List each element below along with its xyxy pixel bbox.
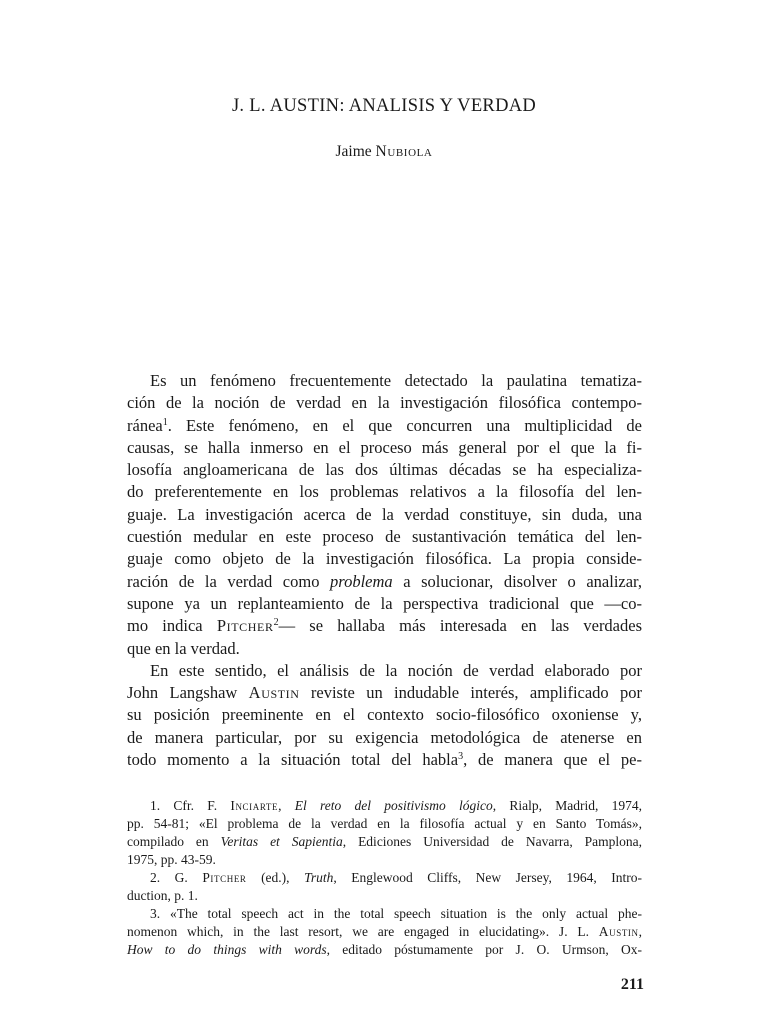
footnotes — [127, 797, 642, 959]
author-reference: Pitcher — [202, 870, 247, 885]
author-last-name: Nubiola — [375, 143, 433, 160]
text-fragment: , Ediciones Universidad de Navarra, Pamplona, — [342, 834, 643, 849]
text-fragment: , de manera que el pe- — [463, 750, 642, 770]
footnote-line — [127, 833, 642, 851]
text-fragment: a solucionar, disolver o analizar, — [403, 571, 643, 591]
text-fragment: , Englewood Cliffs, New Jersey, 1964, Intro- — [333, 870, 643, 885]
text-fragment: . Este fenómeno, en el que concurren una multiplicidad de — [167, 415, 642, 435]
text-fragment: ránea — [127, 415, 163, 435]
text-line: cuestión medular en este proceso de sustantivación temática del len- — [127, 527, 642, 547]
footnote-line — [127, 941, 642, 959]
author-reference: Austin — [248, 683, 300, 703]
page-number: 211 — [620, 976, 644, 993]
text-fragment: compilado en — [127, 834, 209, 849]
text-line: guaje como objeto de la investigación filosófica. La propia conside- — [127, 549, 642, 569]
text-line: do preferentemente en los problemas relativos a la filosofía del len- — [127, 482, 642, 502]
text-fragment: ración de la verdad como — [127, 571, 320, 591]
cited-title: El reto del positivismo lógico — [294, 798, 493, 813]
text-line: losofía angloamericana de las dos últimas décadas se ha especializa- — [127, 460, 642, 480]
footnote-line — [127, 869, 642, 887]
footnote-ref-1[interactable]: 1 — [162, 416, 168, 428]
text-line: Es un fenómeno frecuentemente detectado la paulatina tematiza- — [150, 371, 642, 390]
footnote-ref-2[interactable]: 2 — [273, 617, 279, 629]
cited-title: Veritas et Sapientia — [220, 834, 343, 849]
text-fragment: , — [638, 924, 643, 939]
article-body — [127, 370, 642, 771]
author-reference: Pitcher — [216, 616, 274, 636]
footnote-2 — [127, 869, 642, 905]
text-fragment: , editado póstumamente por J. O. Urmson, Ox- — [326, 942, 642, 957]
text-line: causas, se halla inmerso en el proceso más general por el que la fi- — [127, 437, 642, 457]
text-line — [127, 615, 642, 637]
footnote-line: 1. Cfr. F. Inciarte, El reto del positivismo lógico, Rialp, Madrid, 1974, — [150, 798, 643, 813]
article-title: J. L. AUSTIN: ANALISIS Y VERDAD — [231, 96, 537, 116]
text-fragment: , Rialp, Madrid, 1974, — [492, 798, 643, 813]
text-line: En este sentido, el análisis de la noción de verdad elaborado por — [150, 660, 642, 680]
text-line: que en la verdad. — [127, 638, 240, 658]
footnote-line: 1975, pp. 43-59. — [127, 852, 216, 867]
author-reference: Inciarte — [230, 798, 279, 813]
text-line — [127, 415, 642, 437]
cited-title: Truth — [304, 870, 334, 885]
text-line — [127, 571, 642, 593]
text-line — [127, 749, 642, 771]
footnote-line: 3. «The total speech act in the total speech situation is the only actual phe- — [150, 906, 642, 921]
text-fragment: mo indica — [127, 616, 203, 636]
text-fragment: John Langshaw — [127, 683, 238, 703]
footnote-line: duction, p. 1. — [127, 888, 198, 903]
text-line — [127, 682, 642, 704]
author-first-name: Jaime — [335, 143, 372, 160]
footnote-line: pp. 54-81; «El problema de la verdad en la filosofía actual y en Santo Tomás», — [127, 816, 642, 831]
footnote-ref-3[interactable]: 3 — [458, 751, 464, 763]
text-line: ción de la noción de verdad en la investigación filosófica contempo- — [127, 393, 642, 413]
footnote-line — [127, 923, 642, 941]
cited-title: How to do things with words — [127, 942, 327, 957]
article-author — [0, 143, 768, 161]
text-line: su posición preeminente en el contexto socio-filosófico oxoniense y, — [127, 705, 642, 725]
text-line: supone ya un replanteamiento de la perspectiva tradicional que —co- — [127, 593, 642, 613]
paragraph-1 — [127, 370, 642, 660]
italic-term: problema — [330, 571, 393, 591]
text-fragment: reviste un indudable interés, amplificado por — [310, 683, 643, 703]
text-fragment: nomenon which, in the last resort, we are engaged in elucidating». J. L. — [127, 924, 589, 939]
text-line: guaje. La investigación acerca de la verdad constituye, sin duda, una — [127, 504, 642, 524]
text-fragment: 1. Cfr. F. — [150, 798, 218, 813]
paragraph-2 — [127, 660, 642, 771]
text-fragment: (ed.), — [261, 870, 290, 885]
author-reference: Austin — [598, 924, 639, 939]
text-line: de manera particular, por su exigencia metodológica de atenerse en — [127, 727, 642, 747]
text-fragment: todo momento a la situación total del habla — [127, 750, 459, 770]
text-fragment: 2. G. — [150, 870, 188, 885]
footnote-1 — [127, 797, 642, 869]
text-fragment: — se hallaba más interesada en las verdades — [278, 616, 643, 636]
footnote-3 — [127, 905, 642, 959]
